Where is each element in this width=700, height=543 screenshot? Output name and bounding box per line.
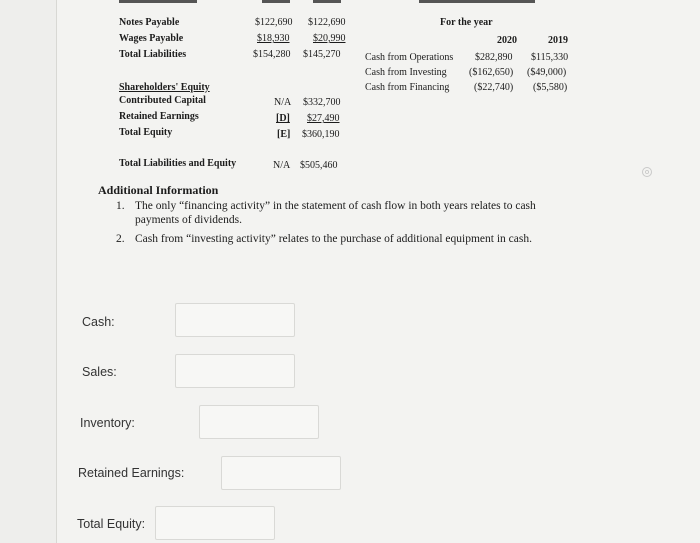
total-liabilities-label: Total Liabilities xyxy=(119,49,187,60)
top-rule-mid-a xyxy=(262,0,290,3)
wages-payable-2019: $20,990 xyxy=(313,33,346,44)
top-rule-left xyxy=(119,0,197,3)
additional-item-1-number: 1. xyxy=(116,200,125,212)
cash-operations-2020: $282,890 xyxy=(475,52,513,63)
additional-item-2-line1: Cash from “investing activity” relates to the purchase of additional equipment in cash. xyxy=(135,233,532,245)
notes-payable-2020: $122,690 xyxy=(255,17,293,28)
total-liabilities-2019: $145,270 xyxy=(303,49,341,60)
cash-financing-2020: ($22,740) xyxy=(474,82,514,93)
notes-payable-label: Notes Payable xyxy=(119,17,180,28)
sales-field-label: Sales: xyxy=(82,365,117,379)
additional-info-heading: Additional Information xyxy=(98,183,219,197)
top-rule-right xyxy=(419,0,535,3)
total-equity-input[interactable] xyxy=(155,506,275,540)
wages-payable-label: Wages Payable xyxy=(119,33,184,44)
total-equity-2020: [E] xyxy=(277,129,291,140)
equity-heading: Shareholders' Equity xyxy=(119,82,210,93)
cash-financing-label: Cash from Financing xyxy=(365,82,450,93)
total-liabilities-2020: $154,280 xyxy=(253,49,291,60)
wages-payable-2020: $18,930 xyxy=(257,33,290,44)
cash-investing-label: Cash from Investing xyxy=(365,67,447,78)
contributed-capital-2020: N/A xyxy=(274,97,292,108)
cash-input[interactable] xyxy=(175,303,295,337)
total-equity-field-label: Total Equity: xyxy=(77,517,146,531)
total-liabilities-equity-2019: $505,460 xyxy=(300,160,338,171)
cash-operations-label: Cash from Operations xyxy=(365,52,454,63)
cash-operations-2019: $115,330 xyxy=(531,52,569,63)
additional-item-2-number: 2. xyxy=(116,233,125,245)
total-equity-label: Total Equity xyxy=(119,127,173,138)
contributed-capital-label: Contributed Capital xyxy=(119,95,206,106)
notes-payable-2019: $122,690 xyxy=(308,17,346,28)
retained-earnings-2020: [D] xyxy=(276,113,290,124)
total-liabilities-equity-label: Total Liabilities and Equity xyxy=(119,158,237,169)
top-rule-mid-b xyxy=(313,0,341,3)
retained-earnings-field-label: Retained Earnings: xyxy=(78,466,185,480)
info-bubble-icon: o xyxy=(642,167,652,177)
cash-investing-2020: ($162,650) xyxy=(469,67,514,78)
inventory-field-label: Inventory: xyxy=(80,416,135,430)
cashflow-year-2019: 2019 xyxy=(548,35,568,46)
contributed-capital-2019: $332,700 xyxy=(303,97,341,108)
additional-item-1-line1: The only “financing activity” in the statement of cash flow in both years relates to cash xyxy=(135,200,536,212)
worksheet-page xyxy=(56,0,700,543)
retained-earnings-label: Retained Earnings xyxy=(119,111,199,122)
inventory-input[interactable] xyxy=(199,405,319,439)
cash-field-label: Cash: xyxy=(82,315,115,329)
retained-earnings-input[interactable] xyxy=(221,456,341,490)
total-liabilities-equity-2020: N/A xyxy=(273,160,291,171)
cash-investing-2019: ($49,000) xyxy=(527,67,567,78)
retained-earnings-2019: $27,490 xyxy=(307,113,340,124)
cashflow-year-2020: 2020 xyxy=(497,35,517,46)
additional-item-1-line2: payments of dividends. xyxy=(135,214,242,226)
total-equity-2019: $360,190 xyxy=(302,129,340,140)
sales-input[interactable] xyxy=(175,354,295,388)
cash-financing-2019: ($5,580) xyxy=(533,82,568,93)
cashflow-heading: For the year xyxy=(440,17,493,28)
